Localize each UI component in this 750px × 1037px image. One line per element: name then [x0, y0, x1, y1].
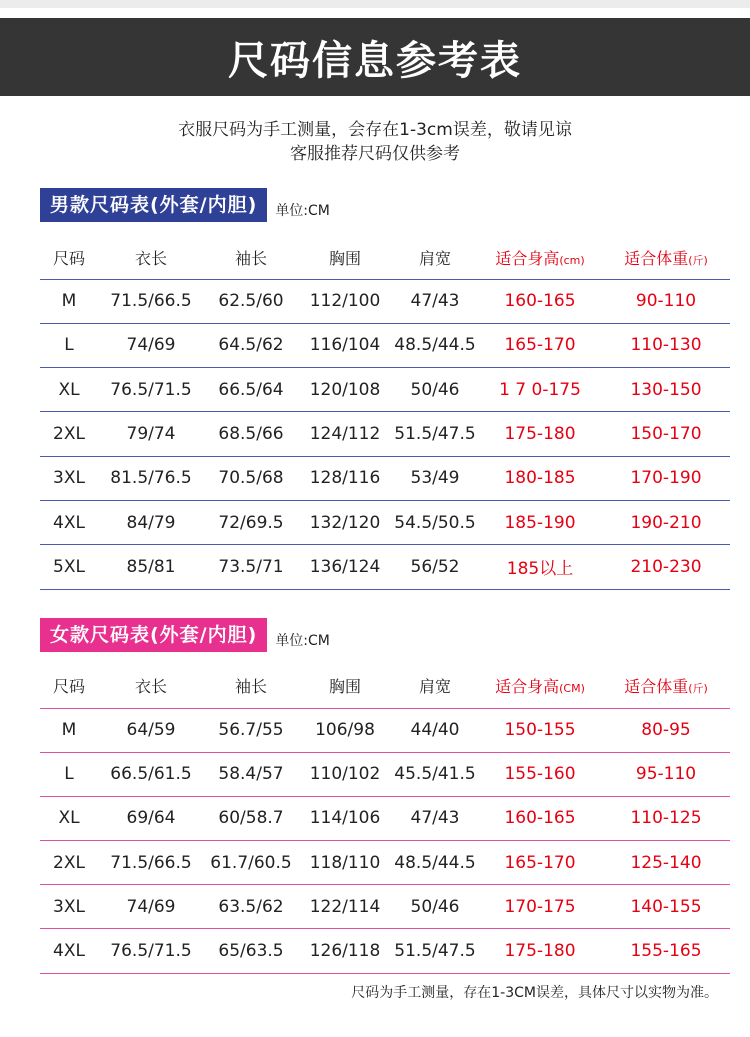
cell-sleeve: 70.5/68	[218, 468, 284, 489]
cell-height: 165-170	[504, 852, 576, 873]
col-header-size: 尺码	[52, 677, 85, 697]
col-header-weight: 适合体重(斤)	[624, 677, 708, 697]
cell-sleeve: 58.4/57	[218, 764, 284, 785]
table-row	[40, 545, 730, 589]
cell-shoulder: 44/40	[410, 720, 460, 741]
cell-weight: 210-230	[630, 556, 702, 577]
cell-size: XL	[58, 379, 80, 400]
intro-line: 衣服尺码为手工测量，会存在1-3cm误差，敬请见谅	[178, 120, 572, 140]
col-header-height: 适合身高(cm)	[495, 248, 585, 268]
col-header-chest: 胸围	[328, 248, 361, 268]
cell-weight: 90-110	[635, 291, 697, 312]
cell-chest: 120/108	[309, 379, 381, 400]
cell-size: 3XL	[53, 896, 85, 917]
cell-height: 185-190	[504, 512, 576, 533]
cell-sleeve: 68.5/66	[218, 424, 284, 445]
cell-length: 69/64	[126, 808, 176, 829]
cell-shoulder: 48.5/44.5	[394, 852, 476, 873]
women-section-header	[40, 616, 330, 652]
cell-sleeve: 66.5/64	[218, 379, 284, 400]
cell-height: 170-175	[504, 896, 576, 917]
cell-chest: 114/106	[309, 808, 381, 829]
cell-height: 160-165	[504, 291, 576, 312]
cell-shoulder: 48.5/44.5	[394, 335, 476, 356]
cell-height: 160-165	[504, 808, 576, 829]
men-section-header	[40, 186, 330, 222]
men-unit-label: 单位:CM	[275, 203, 330, 219]
cell-length: 85/81	[126, 556, 176, 577]
cell-size: L	[64, 764, 74, 785]
cell-length: 79/74	[126, 424, 176, 445]
col-header-sleeve: 袖长	[234, 248, 267, 268]
cell-chest: 124/112	[309, 424, 381, 445]
cell-size: M	[61, 720, 77, 741]
col-header-length: 衣长	[134, 677, 167, 697]
cell-sleeve: 60/58.7	[218, 808, 284, 829]
cell-length: 81.5/76.5	[110, 468, 192, 489]
cell-size: XL	[58, 808, 80, 829]
intro-line: 客服推荐尺码仅供参考	[290, 144, 460, 164]
col-header-length: 衣长	[134, 248, 167, 268]
cell-weight: 110-130	[630, 335, 702, 356]
cell-weight: 125-140	[630, 852, 702, 873]
footnote: 尺码为手工测量，存在1-3CM误差，具体尺寸以实物为准。	[351, 985, 718, 1001]
cell-size: 2XL	[53, 852, 85, 873]
table-row	[40, 500, 730, 544]
cell-shoulder: 45.5/41.5	[394, 764, 476, 785]
col-header-height: 适合身高(CM)	[495, 677, 585, 697]
cell-sleeve: 56.7/55	[218, 720, 284, 741]
cell-length: 76.5/71.5	[110, 941, 192, 962]
cell-chest: 116/104	[309, 335, 381, 356]
cell-weight: 140-155	[630, 896, 702, 917]
intro-text	[0, 118, 750, 166]
cell-chest: 132/120	[309, 512, 381, 533]
women-section-title: 女款尺码表(外套/内胆)	[40, 618, 267, 652]
cell-size: 2XL	[53, 424, 85, 445]
cell-length: 76.5/71.5	[110, 379, 192, 400]
cell-chest: 110/102	[309, 764, 381, 785]
cell-weight: 190-210	[630, 512, 702, 533]
table-row	[40, 279, 730, 323]
cell-chest: 122/114	[309, 896, 381, 917]
cell-length: 74/69	[126, 896, 176, 917]
cell-shoulder: 51.5/47.5	[394, 424, 476, 445]
cell-weight: 95-110	[635, 764, 697, 785]
cell-chest: 136/124	[309, 556, 381, 577]
cell-sleeve: 64.5/62	[218, 335, 284, 356]
cell-height: 150-155	[504, 720, 576, 741]
cell-shoulder: 51.5/47.5	[394, 941, 476, 962]
cell-size: 3XL	[53, 468, 85, 489]
cell-sleeve: 62.5/60	[218, 291, 284, 312]
cell-chest: 112/100	[309, 291, 381, 312]
col-header-shoulder: 肩宽	[418, 677, 451, 697]
cell-height: 185以上	[506, 559, 574, 580]
cell-size: M	[61, 291, 77, 312]
col-header-weight: 适合体重(斤)	[624, 248, 708, 268]
table-row	[40, 841, 730, 885]
cell-weight: 170-190	[630, 468, 702, 489]
cell-height: 180-185	[504, 468, 576, 489]
cell-size: L	[64, 335, 74, 356]
cell-length: 64/59	[126, 720, 176, 741]
top-divider	[0, 0, 750, 8]
cell-chest: 128/116	[309, 468, 381, 489]
cell-shoulder: 47/43	[410, 291, 460, 312]
table-row	[40, 885, 730, 929]
cell-shoulder: 47/43	[410, 808, 460, 829]
table-row	[40, 456, 730, 500]
cell-size: 5XL	[53, 556, 85, 577]
cell-sleeve: 65/63.5	[218, 941, 284, 962]
cell-height: 165-170	[504, 335, 576, 356]
cell-size: 4XL	[53, 941, 85, 962]
table-header-row	[40, 236, 730, 279]
cell-chest: 118/110	[309, 852, 381, 873]
cell-height: 1 7 0-175	[499, 379, 581, 400]
col-header-sleeve: 袖长	[234, 677, 267, 697]
cell-weight: 130-150	[630, 379, 702, 400]
col-header-size: 尺码	[52, 248, 85, 268]
cell-chest: 106/98	[315, 720, 375, 741]
table-row	[40, 368, 730, 412]
women-size-table	[40, 664, 730, 974]
cell-weight: 80-95	[641, 720, 691, 741]
col-header-shoulder: 肩宽	[418, 248, 451, 268]
cell-height: 175-180	[504, 424, 576, 445]
table-row	[40, 708, 730, 752]
table-row	[40, 323, 730, 367]
cell-sleeve: 61.7/60.5	[210, 852, 292, 873]
table-row	[40, 752, 730, 796]
table-row	[40, 929, 730, 973]
cell-size: 4XL	[53, 512, 85, 533]
cell-shoulder: 54.5/50.5	[394, 512, 476, 533]
table-header-row	[40, 664, 730, 708]
cell-weight: 150-170	[630, 424, 702, 445]
cell-length: 71.5/66.5	[110, 291, 192, 312]
cell-length: 74/69	[126, 335, 176, 356]
men-size-table	[40, 236, 730, 590]
women-unit-label: 单位:CM	[275, 633, 330, 649]
banner	[0, 18, 750, 96]
table-row	[40, 412, 730, 456]
cell-shoulder: 53/49	[410, 468, 460, 489]
col-header-chest: 胸围	[328, 677, 361, 697]
men-section-title: 男款尺码表(外套/内胆)	[40, 188, 267, 222]
cell-length: 71.5/66.5	[110, 852, 192, 873]
cell-length: 66.5/61.5	[110, 764, 192, 785]
cell-shoulder: 50/46	[410, 379, 460, 400]
cell-height: 175-180	[504, 941, 576, 962]
table-row	[40, 796, 730, 840]
cell-sleeve: 63.5/62	[218, 896, 284, 917]
cell-sleeve: 72/69.5	[218, 512, 284, 533]
cell-chest: 126/118	[309, 941, 381, 962]
cell-sleeve: 73.5/71	[218, 556, 284, 577]
cell-weight: 110-125	[630, 808, 702, 829]
cell-shoulder: 50/46	[410, 896, 460, 917]
cell-shoulder: 56/52	[410, 556, 460, 577]
cell-weight: 155-165	[630, 941, 702, 962]
cell-height: 155-160	[504, 764, 576, 785]
cell-length: 84/79	[126, 512, 176, 533]
page-title: 尺码信息参考表	[228, 37, 522, 84]
